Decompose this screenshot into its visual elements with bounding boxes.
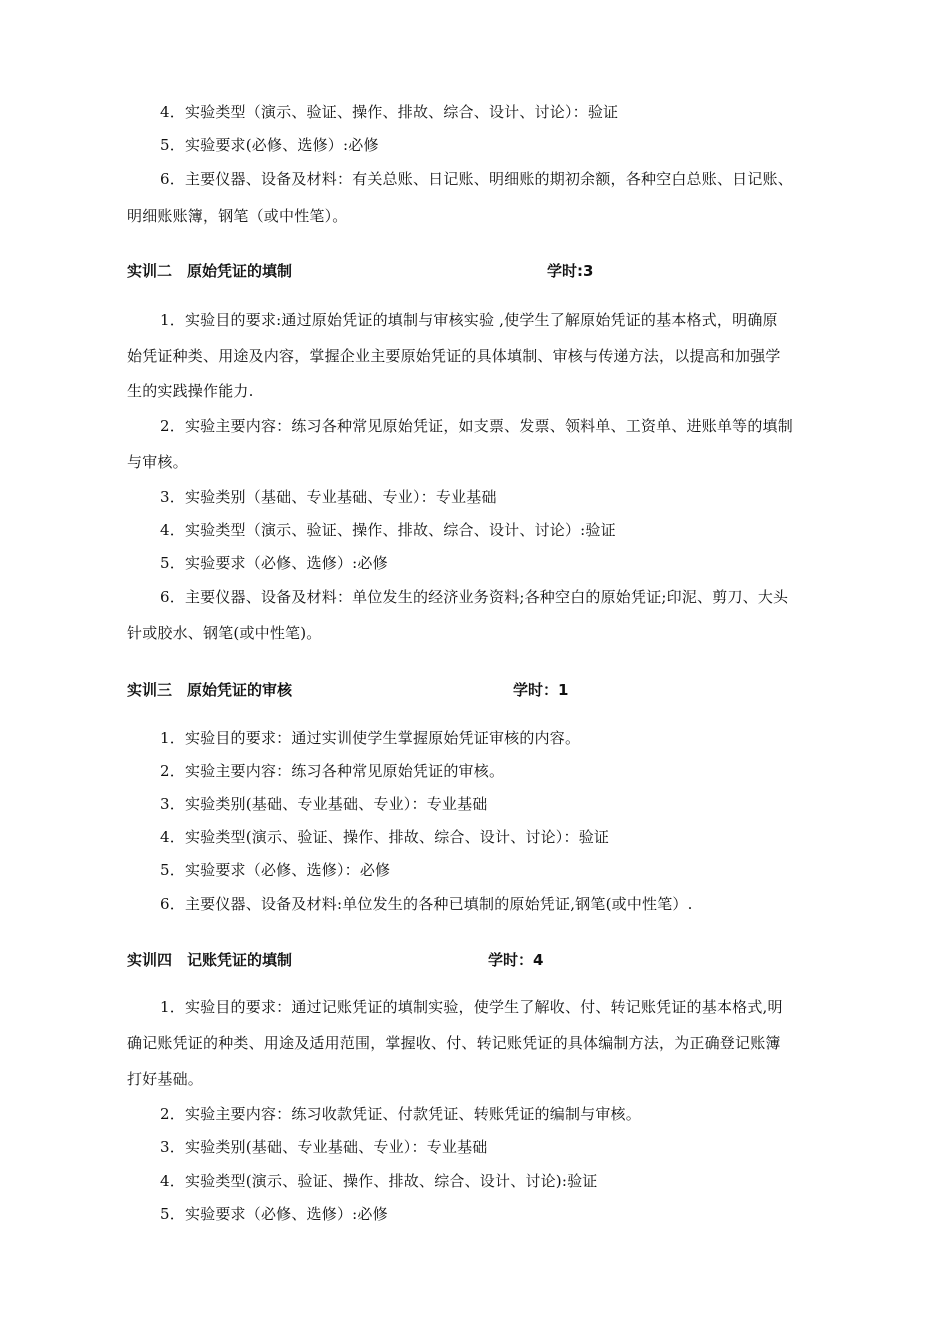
paragraph-line: 2．实验主要内容：练习各种常见原始凭证的审核。 bbox=[160, 762, 505, 780]
paragraph-line: 2．实验主要内容：练习各种常见原始凭证，如支票、发票、领料单、工资单、进账单等的填制 bbox=[160, 417, 793, 435]
paragraph-line: 5．实验要求（必修、选修）：必修 bbox=[160, 861, 391, 879]
paragraph-line: 1．实验目的要求：通过记账凭证的填制实验，使学生了解收、付、转记账凭证的基本格式,明 bbox=[160, 998, 783, 1016]
paragraph-line: 打好基础。 bbox=[127, 1070, 204, 1088]
paragraph-line: 5．实验要求（必修、选修）:必修 bbox=[160, 1205, 388, 1223]
paragraph-line: 3．实验类别(基础、专业基础、专业）：专业基础 bbox=[160, 1138, 488, 1156]
section-heading bbox=[127, 680, 569, 700]
section-title: 实训三 原始凭证的审核 bbox=[127, 681, 293, 699]
paragraph-line: 确记账凭证的种类、用途及适用范围，掌握收、付、转记账凭证的具体编制方法，为正确登记账簿 bbox=[127, 1034, 781, 1052]
paragraph-line: 4．实验类型(演示、验证、操作、排故、综合、设计、讨论）：验证 bbox=[160, 828, 610, 846]
paragraph-line: 2．实验主要内容：练习收款凭证、付款凭证、转账凭证的编制与审核。 bbox=[160, 1105, 641, 1123]
item-type: 4．实验类型（演示、验证、操作、排故、综合、设计、讨论）：验证 bbox=[160, 103, 619, 121]
paragraph-line: 始凭证种类、用途及内容，掌握企业主要原始凭证的具体填制、审核与传递方法，以提高和加强学 bbox=[127, 347, 781, 365]
paragraph-line: 生的实践操作能力. bbox=[127, 382, 254, 400]
paragraph-line: 3．实验类别(基础、专业基础、专业）：专业基础 bbox=[160, 795, 488, 813]
paragraph-line: 5．实验要求（必修、选修）:必修 bbox=[160, 554, 388, 572]
item-equipment: 6．主要仪器、设备及材料：有关总账、日记账、明细账的期初余额，各种空白总账、日记账、 bbox=[160, 170, 793, 188]
section-hours: 学时：1 bbox=[513, 681, 569, 699]
item-requirement: 5．实验要求(必修、选修）:必修 bbox=[160, 136, 379, 154]
paragraph-line: 4．实验类型（演示、验证、操作、排故、综合、设计、讨论）:验证 bbox=[160, 521, 616, 539]
paragraph-line: 针或胶水、钢笔(或中性笔)。 bbox=[127, 624, 322, 642]
paragraph-line: 1．实验目的要求：通过实训使学生掌握原始凭证审核的内容。 bbox=[160, 729, 581, 747]
paragraph-line: 6．主要仪器、设备及材料:单位发生的各种已填制的原始凭证,钢笔(或中性笔）. bbox=[160, 895, 693, 913]
section-hours: 学时:3 bbox=[547, 262, 594, 280]
item-equipment-cont: 明细账账簿，钢笔（或中性笔）。 bbox=[127, 207, 348, 225]
section-hours: 学时：4 bbox=[488, 951, 544, 969]
section-heading bbox=[127, 261, 594, 281]
paragraph-line: 1．实验目的要求:通过原始凭证的填制与审核实验 ,使学生了解原始凭证的基本格式，明确原 bbox=[160, 311, 778, 329]
section-title: 实训四 记账凭证的填制 bbox=[127, 951, 293, 969]
paragraph-line: 6．主要仪器、设备及材料：单位发生的经济业务资料;各种空白的原始凭证;印泥、剪刀、大头 bbox=[160, 588, 789, 606]
paragraph-line: 与审核。 bbox=[127, 453, 188, 471]
paragraph-line: 4．实验类型(演示、验证、操作、排故、综合、设计、讨论):验证 bbox=[160, 1172, 598, 1190]
section-title: 实训二 原始凭证的填制 bbox=[127, 262, 293, 280]
section-heading bbox=[127, 950, 544, 970]
paragraph-line: 3．实验类别（基础、专业基础、专业）：专业基础 bbox=[160, 488, 497, 506]
